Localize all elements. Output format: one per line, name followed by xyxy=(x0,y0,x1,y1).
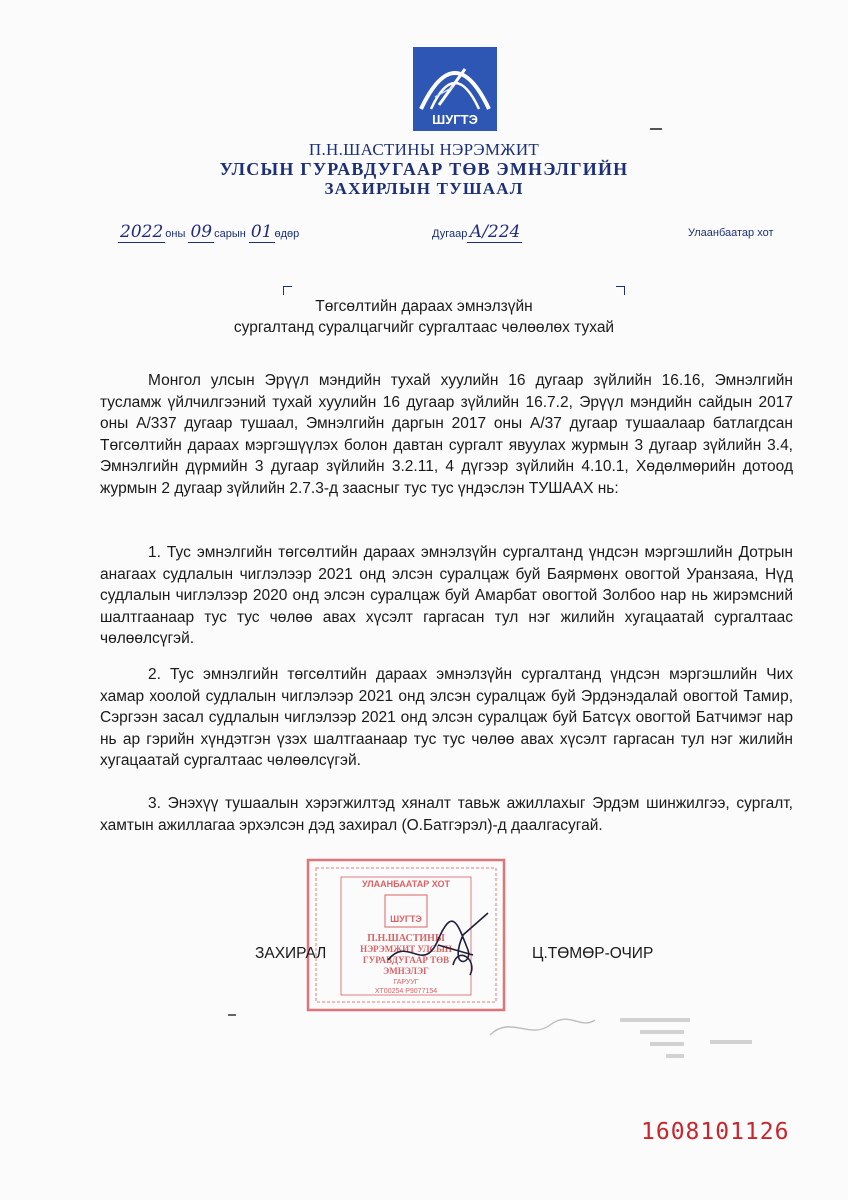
header-line-2: УЛСЫН ГУРАВДУГААР ТӨВ ЭМНЭЛГИЙН xyxy=(219,159,629,179)
stamp-line-1: П.Н.ШАСТИНЫ xyxy=(367,933,445,944)
date-year-suffix: оны xyxy=(165,228,186,240)
clause-1: 1. Тус эмнэлгийн төгсөлтийн дараах эмнэлзүйн сургалтанд үндсэн мэргэшлийн Дотрын анагаах судлалын чиглэлээр 2021 онд элсэн суралцаж буй Баярмөнх овогтой Уранзаяа, Нүд судлалын чиглэлээр 2020 онд элсэн суралцаж буй Амарбат овогтой Золбоо нар нь жирэмсний шалтгаанаар тус тус чөлөө авах хүсэлт гаргасан тул нэг жилийн хугацаатай сургалтаас чөлөөлсүгэй. xyxy=(100,544,793,648)
stamp-top-text: УЛААНБААТАР ХОТ xyxy=(362,879,450,889)
bleed-through-marks xyxy=(420,1010,760,1085)
order-number-label: Дугаар xyxy=(432,228,468,240)
date-month-suffix: сарын xyxy=(214,228,246,240)
clause-3: 3. Энэхүү тушаалын хэрэгжилтэд хяналт тавьж ажиллахыг Эрдэм шинжилгээ, сургалт, хамтын ажиллагаа эрхэлсэн дэд захирал (О.Батгэрэл)-д даалгасугай. xyxy=(100,795,793,834)
signatory-name: Ц.ТӨМӨР-ОЧИР xyxy=(532,945,654,962)
scan-speck xyxy=(650,128,662,130)
date-year: 2022 xyxy=(120,222,164,242)
hospital-logo xyxy=(413,47,497,131)
date-line xyxy=(118,222,299,243)
document-title-line-2: сургалтанд суралцагчийг сургалтаас чөлөөлөх тухай xyxy=(233,319,615,336)
signatory-title: ЗАХИРАЛ xyxy=(255,945,327,962)
city: Улаанбаатар хот xyxy=(688,227,774,239)
order-number-line xyxy=(432,222,522,243)
stamp-line-5: ГАРУУГ xyxy=(393,979,419,986)
date-month: 09 xyxy=(190,222,213,242)
intro-paragraph: Монгол улсын Эрүүл мэндийн тухай хуулийн 16 дугаар зүйлийн 16.16, Эмнэлгийн тусламж үйлчилгээний тухай хуулийн 16 дугаар зүйлийн 16.7.2, Эрүүл мэндийн сайдын 2017 оны А/337 дугаар тушаал, Эмнэлгийн даргын 2017 оны А/37 дугаар тушаалаар батлагдсан Төгсөлтийн дараах мэргэшүүлэх болон давтан сургалт явуулах журмын 3 дугаар зүйлийн 3.4, Эмнэлгийн дүрмийн 3 дугаар зүйлийн 3.2.11, 4 дүгээр зүйлийн 4.10.1, Хөдөлмөрийн дотоод журмын 2 дугаар зүйлийн 2.7.3-д заасныг тус тус үндэслэн ТУШААХ нь: xyxy=(100,372,793,497)
document-title-line-1: Төгсөлтийн дараах эмнэлзүйн xyxy=(315,298,533,315)
clause-2: 2. Тус эмнэлгийн төгсөлтийн дараах эмнэлзүйн сургалтанд үндсэн мэргэшлийн Чих хамар хоолой судлалын чиглэлээр 2021 онд элсэн суралцаж буй Эрдэнэдалай овогтой Тамир, Сэргээн засал судлалын чиглэлээр 2021 онд элсэн суралцаж буй Батсүх овогтой Батчимэг нар нь ар гэрийн хүндэтгэн үзэх шалтгаанаар тус тус чөлөө авах хүсэлт гаргасан тул нэг жилийн хугацаатай сургалтаас чөлөөлсүгэй. xyxy=(100,666,793,770)
logo-text: ШУГТЭ xyxy=(432,112,478,127)
stamp-logo-text: ШУГТЭ xyxy=(390,914,422,924)
corner-bracket-right xyxy=(616,286,625,295)
date-day-suffix: өдөр xyxy=(274,228,300,240)
serial-number: 1608101126 xyxy=(641,1119,790,1145)
stamp-line-2: НЭРЭМЖИТ УЛСЫН xyxy=(360,944,452,954)
stamp-line-3: ГУРАВДУГААР ТӨВ xyxy=(362,955,450,965)
scan-speck xyxy=(228,1014,236,1016)
corner-bracket-left xyxy=(283,286,292,295)
stamp-bottom-text: ХТ00254 Р9077154 xyxy=(374,988,438,995)
date-day: 01 xyxy=(250,222,273,242)
header-line-1: П.Н.ШАСТИНЫ НЭРЭМЖИТ xyxy=(308,140,540,159)
handwritten-signature xyxy=(378,905,508,980)
stamp-line-4: ЭМНЭЛЭГ xyxy=(383,966,429,976)
header-line-3: ЗАХИРЛЫН ТУШААЛ xyxy=(324,179,524,198)
order-number: А/224 xyxy=(469,222,521,242)
